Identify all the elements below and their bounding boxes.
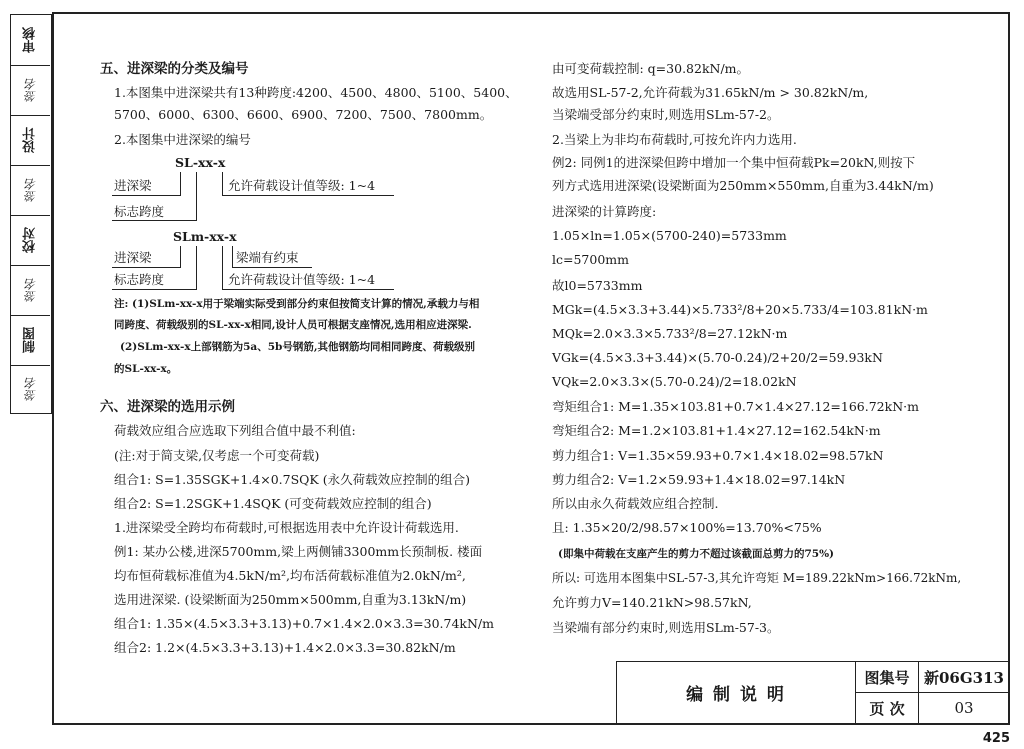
code2-line-g	[232, 267, 312, 268]
right-line: lc=5700mm	[552, 252, 629, 267]
right-line: 由可变荷载控制: q=30.82kN/m。	[552, 61, 750, 76]
code2-constraint: 梁端有约束	[236, 250, 299, 265]
strip-check-sign: 签名	[11, 265, 50, 316]
page-value: 03	[954, 699, 974, 717]
s6-line7: 均布恒荷载标准值为4.5kN/m²,均布活荷载标准值为2.0kN/m²,	[114, 568, 466, 583]
right-line: 所以由永久荷载效应组合控制.	[552, 496, 719, 511]
code2-line-h	[222, 289, 394, 290]
right-line: 且: 1.35×20/2/98.57×100%=13.70%<75%	[552, 520, 822, 535]
right-line: MGk=(4.5×3.3+3.44)×5.733²/8+20×5.733/4=103.81kN·m	[552, 302, 928, 317]
code1-load-grade: 允许荷载设计值等级: 1~4	[228, 178, 376, 193]
page-label: 页 次	[869, 699, 905, 718]
s6-line8: 选用进深梁. (设梁断面为250mm×500mm,自重为3.13kN/m)	[114, 592, 467, 607]
code1-line-e	[222, 172, 223, 196]
s5-note3: (2)SLm-xx-x上部钢筋为5a、5b号钢筋,其他钢筋均同相同跨度、荷载级别	[120, 341, 476, 353]
approval-strip	[10, 14, 52, 414]
s6-line2: (注:对于简支梁,仅考虑一个可变荷载)	[114, 448, 320, 463]
s6-line1: 荷载效应组合应选取下列组合值中最不利值:	[114, 423, 356, 438]
s5-note2: 同跨度、荷载级别的SL-xx-x相同,设计人员可根据支座情况,选用相应进深梁.	[114, 319, 472, 331]
title-block	[616, 661, 1010, 725]
s6-line10: 组合2: 1.2×(4.5×3.3+3.13)+1.4×2.0×3.3=30.82kN/m	[114, 640, 456, 655]
right-line: 允许剪力V=140.21kN>98.57kN,	[552, 595, 752, 610]
right-line: 弯矩组合2: M=1.2×103.81+1.4×27.12=162.54kN·m	[552, 423, 881, 438]
section-5-heading: 五、进深梁的分类及编号	[100, 61, 249, 77]
strip-drawing: 制图	[11, 315, 50, 366]
right-line: 当梁端有部分约束时,则选用SLm-57-3。	[552, 620, 780, 635]
strip-check: 校对	[11, 215, 50, 266]
section-6-heading: 六、进深梁的选用示例	[100, 399, 235, 415]
code2-line-d	[112, 289, 197, 290]
s6-line6: 例1: 某办公楼,进深5700mm,梁上两侧铺3300mm长预制板. 楼面	[114, 544, 483, 559]
strip-audit: 审核	[11, 15, 50, 66]
right-line: 2.当梁上为非均布荷载时,可按允许内力选用.	[552, 132, 797, 147]
code2-line-a	[112, 267, 180, 268]
right-line: 剪力组合1: V=1.35×59.93+0.7×1.4×18.02=98.57kN	[552, 448, 884, 463]
code1-beam: 进深梁	[114, 178, 152, 193]
code1-line-d	[112, 220, 197, 221]
code2-line-c	[196, 246, 197, 290]
s5-note4: 的SL-xx-x。	[114, 363, 178, 375]
s5-note1: 注: (1)SLm-xx-x用于梁端实际受到部分约束但按简支计算的情况,承载力与相	[114, 298, 480, 310]
page-number: 425	[982, 731, 1010, 746]
drawing-title: 编 制 说 明	[686, 685, 786, 705]
right-line: 例2: 同例1的进深梁但跨中增加一个集中恒荷载Pk=20kN,则按下	[552, 155, 916, 170]
right-line: 列方式选用进深梁(设梁断面为250mm×550mm,自重为3.44kN/m)	[552, 178, 934, 193]
right-line: 进深梁的计算跨度:	[552, 204, 657, 219]
right-line: 故l0=5733mm	[552, 278, 643, 293]
s6-line5: 1.进深梁受全跨均布荷载时,可根据选用表中允许设计荷载选用.	[114, 520, 459, 535]
right-line: MQk=2.0×3.3×5.733²/8=27.12kN·m	[552, 326, 788, 341]
right-line: 所以: 可选用本图集中SL-57-3,其允许弯矩 M=189.22kNm>166.72kNm,	[552, 571, 962, 585]
right-line: 弯矩组合1: M=1.35×103.81+0.7×1.4×27.12=166.72kN·m	[552, 399, 919, 414]
s5-para2: 2.本图集中进深梁的编号	[114, 132, 251, 147]
code1-line-a	[112, 195, 180, 196]
s5-para1b: 5700、6000、6300、6600、6900、7200、7500、7800mm。	[114, 107, 493, 122]
s6-line3: 组合1: S=1.35SGK+1.4×0.7SQK (永久荷载效应控制的组合)	[114, 472, 470, 487]
page-value-cell	[919, 693, 1009, 723]
code1-line-b	[180, 172, 181, 196]
code1-span: 标志跨度	[114, 204, 165, 219]
code2-line-e	[222, 246, 223, 290]
page-label-cell	[856, 693, 919, 723]
atlas-label-cell	[856, 662, 919, 693]
title-cell	[617, 662, 856, 723]
right-line: 1.05×ln=1.05×(5700-240)=5733mm	[552, 228, 787, 243]
code2-span: 标志跨度	[114, 272, 165, 287]
atlas-number-label: 图集号	[864, 668, 910, 687]
code2-label: SLm-xx-x	[173, 229, 237, 244]
right-line: 剪力组合2: V=1.2×59.93+1.4×18.02=97.14kN	[552, 472, 846, 487]
right-line-note: (即集中荷载在支座产生的剪力不超过该截面总剪力的75%)	[558, 548, 835, 560]
strip-design-sign: 签名	[11, 165, 50, 216]
code2-line-f	[232, 246, 233, 268]
atlas-number-value: 新06G313	[924, 668, 1004, 687]
s5-para1a: 1.本图集中进深梁共有13种跨度:4200、4500、4800、5100、5400、	[114, 85, 518, 100]
code2-line-b	[180, 246, 181, 268]
strip-design: 设计	[11, 115, 50, 166]
right-line: 当梁端受部分约束时,则选用SLm-57-2。	[552, 107, 780, 122]
code2-load-grade: 允许荷载设计值等级: 1~4	[228, 272, 376, 287]
code2-beam: 进深梁	[114, 250, 152, 265]
strip-audit-sign: 签名	[11, 65, 50, 116]
code1-label: SL-xx-x	[175, 155, 226, 170]
strip-drawing-sign: 签名	[24, 377, 38, 401]
code1-line-f	[222, 195, 394, 196]
s6-line9: 组合1: 1.35×(4.5×3.3+3.13)+0.7×1.4×2.0×3.3=30.74kN/m	[114, 616, 494, 631]
right-line: VGk=(4.5×3.3+3.44)×(5.70-0.24)/2+20/2=59.93kN	[552, 350, 883, 365]
s6-line4: 组合2: S=1.2SGK+1.4SQK (可变荷载效应控制的组合)	[114, 496, 432, 511]
right-line: VQk=2.0×3.3×(5.70-0.24)/2=18.02kN	[552, 374, 797, 389]
code1-line-c	[196, 172, 197, 220]
atlas-value-cell	[919, 662, 1009, 693]
right-line: 故选用SL-57-2,允许荷载为31.65kN/m > 30.82kN/m,	[552, 85, 869, 100]
